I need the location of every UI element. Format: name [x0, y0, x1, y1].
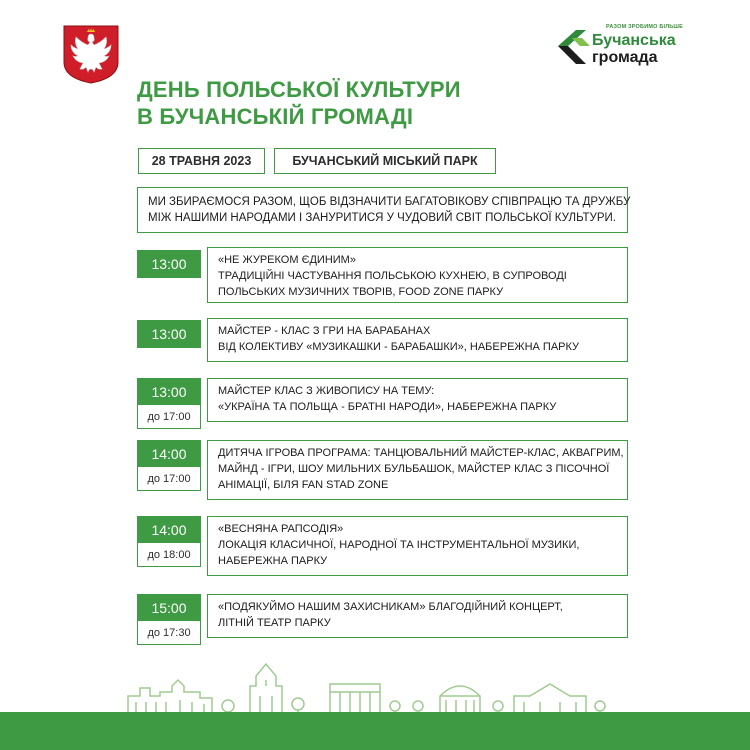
event-date: 28 ТРАВНЯ 2023	[138, 148, 265, 174]
event-time: 13:00	[137, 320, 201, 348]
event-until: до 17:00	[137, 466, 201, 491]
logo-name-line2: громада	[592, 49, 658, 66]
event-time: 14:00	[137, 440, 201, 468]
event-description	[207, 440, 628, 500]
event-description	[207, 318, 628, 362]
event-time: 13:00	[137, 250, 201, 278]
event-until: до 17:00	[137, 404, 201, 429]
event-line: ДИТЯЧА ІГРОВА ПРОГРАМА: ТАНЦЮВАЛЬНИЙ МАЙСТЕР-КЛАС, АКВАГРИМ,	[218, 447, 624, 459]
event-line: ТРАДИЦІЙНІ ЧАСТУВАННЯ ПОЛЬСЬКОЮ КУХНЕЮ, В СУПРОВОДІ	[218, 270, 567, 282]
event-description	[207, 516, 628, 576]
event-line: ЛІТНІЙ ТЕАТР ПАРКУ	[218, 617, 331, 629]
event-line: «ПОДЯКУЙМО НАШИМ ЗАХИСНИКАМ» БЛАГОДІЙНИЙ КОНЦЕРТ,	[218, 601, 563, 613]
city-skyline-illustration	[0, 656, 750, 716]
event-line: АНІМАЦІЇ, БІЛЯ FAN STAD ZONE	[218, 479, 389, 491]
event-line: ЛОКАЦІЯ КЛАСИЧНОЇ, НАРОДНОЇ ТА ІНСТРУМЕНТАЛЬНОЇ МУЗИКИ,	[218, 539, 580, 551]
logo-tagline: РАЗОМ ЗРОБИМО БІЛЬШЕ	[606, 24, 684, 30]
event-line: ПОЛЬСЬКИХ МУЗИЧНИХ ТВОРІВ, FOOD ZONE ПАРКУ	[218, 286, 504, 298]
event-line: «ВЕСНЯНА РАПСОДІЯ»	[218, 523, 344, 535]
event-time: 15:00	[137, 594, 201, 622]
event-until: до 18:00	[137, 542, 201, 567]
footer-bar	[0, 712, 750, 750]
event-line: МАЙНД - ІГРИ, ШОУ МИЛЬНИХ БУЛЬБАШОК, МАЙСТЕР КЛАС З ПІСОЧНОЇ	[218, 463, 610, 475]
intro-text	[137, 187, 631, 233]
intro-line2: МІЖ НАШИМИ НАРОДАМИ І ЗАНУРИТИСЯ У ЧУДОВИЙ СВІТ ПОЛЬСЬКОЇ КУЛЬТУРИ.	[148, 212, 616, 224]
logo-name-line1: Бучанська	[592, 32, 676, 49]
event-until: до 17:30	[137, 620, 201, 645]
event-line: «УКРАЇНА ТА ПОЛЬЩА - БРАТНІ НАРОДИ», НАБЕРЕЖНА ПАРКУ	[218, 401, 557, 413]
event-time: 13:00	[137, 378, 201, 406]
event-line: НАБЕРЕЖНА ПАРКУ	[218, 555, 328, 567]
event-description	[207, 378, 628, 422]
event-line: «НЕ ЖУРЕКОМ ЄДИНИМ»	[218, 254, 356, 266]
page-title	[137, 76, 461, 130]
event-time: 14:00	[137, 516, 201, 544]
intro-line1: МИ ЗБИРАЄМОСЯ РАЗОМ, ЩОБ ВІДЗНАЧИТИ БАГАТОВІКОВУ СПІВПРАЦЮ ТА ДРУЖБУ	[148, 196, 631, 208]
event-line: МАЙСТЕР КЛАС З ЖИВОПИСУ НА ТЕМУ:	[218, 385, 435, 397]
polish-emblem-icon	[62, 24, 120, 84]
event-place: БУЧАНСЬКИЙ МІСЬКИЙ ПАРК	[274, 148, 496, 174]
event-description	[207, 247, 628, 303]
title-line1: ДЕНЬ ПОЛЬСЬКОЇ КУЛЬТУРИ	[137, 77, 461, 102]
event-line: ВІД КОЛЕКТИВУ «МУЗИКАШКИ - БАРАБАШКИ», НАБЕРЕЖНА ПАРКУ	[218, 341, 580, 353]
event-line: МАЙСТЕР - КЛАС З ГРИ НА БАРАБАНАХ	[218, 325, 431, 337]
title-line2: В БУЧАНСЬКІЙ ГРОМАДІ	[137, 104, 414, 129]
bucha-community-logo	[556, 20, 706, 74]
event-description	[207, 594, 628, 638]
